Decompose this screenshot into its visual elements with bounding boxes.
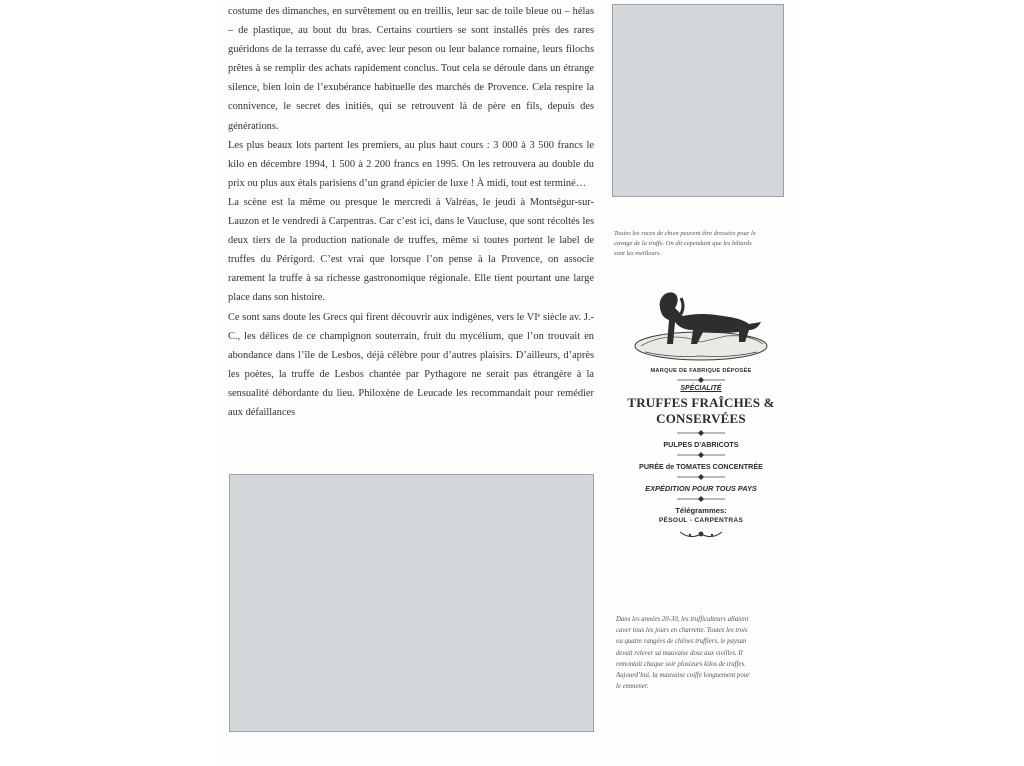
separator-icon [677,430,725,436]
trademark-text: MARQUE DE FABRIQUE DÉPOSÉE [650,368,752,374]
separator-icon [677,452,725,458]
photo-man-with-dog-on-rock [612,4,784,197]
photo-truffle-hunter-with-dogs [229,474,594,732]
paragraph: Ce sont sans doute les Grecs qui firent découvrir aux indigènes, vers le VIᵉ siècle av. J.-C., les délices de ce champignon souterrain, fruit du mycélium, que l’on trouvait en abondance dans l’île de Lesbos, déjà célèbre pour d’autres plaisirs. D’ailleurs, d’après les poètes, la truffe de Lesbos chantée par Pythagore ne serait pas étrangère à la sensualité débordante du lieu. Philoxène de Leucade les recommandait pour remédier aux défaillances [228,311,594,418]
caption-dogs: Toutes les races de chien peuvent être dressées pour le cavage de la truffe. On dit cependant que les bâtards sont les meilleurs. [614,230,756,257]
telegram-label: Télégrammes: [675,506,727,515]
vintage-truffle-label [612,272,790,540]
dog-engraving-icon [631,272,771,364]
ornament-icon [678,528,724,540]
article-body [228,2,594,422]
paragraph: La scène est la même ou presque le mercredi à Valréas, le jeudi à Montségur-sur-Lauzon et le vendredi à Carpentras. Car c’est ici, dans le Vaucluse, que sont récoltés les deux tiers de la production nationale de truffes, même si toutes portent le label de truffes du Périgord. C’est vrai que lorsque l’on pense à la Provence, on associe rarement la truffe à sa richesse gastronomique régionale. Elle tient pourtant une large place dans son histoire. [228,196,594,304]
label-title: TRUFFES FRAÎCHES & CONSERVÉES [627,395,775,426]
caption-truffle-farmers: Dans les années 20-30, les trufficulteurs allaient caver tous les jours en charrette. Toutes les trois ou quatre rangées de chênes truffiers, le paysan devait relever sa mauvaise dose aux vieilles. Il remontait chaque soir plusieurs kilos de truffes. Aujourd’hui, la mauvaise coiffe longuement pour le emmener. [616,616,750,691]
brand-text: SPÉCIALITÉ [680,385,722,392]
separator-icon [677,377,725,383]
label-line: EXPÉDITION POUR TOUS PAYS [645,484,757,493]
telegram-address: PÉSOUL - CARPENTRAS [658,517,744,524]
paragraph: Les plus beaux lots partent les premiers, au plus haut cours : 3 000 à 3 500 francs le kilo en décembre 1994, 1 500 à 2 200 francs en 1995. On les retrouvera au double du prix ou plus aux étals parisiens d’un grand épicier de luxe ! À midi, tout est terminé… [228,139,594,189]
label-line: PURÉE de TOMATES CONCENTRÉE [639,462,763,471]
separator-icon [677,496,725,502]
paragraph: costume des dimanches, en survêtement ou en treillis, leur sac de toile bleue ou – hélas – de plastique, au bout du bras. Certains courtiers se sont installés près des rares guéridons de la terrasse du café, avec leur peson ou leur balance romaine, leurs filochs prêtes à se remplir des achats rapidement conclus. Tout cela se déroule dans un étrange silence, bien loin de l’exubérance habituelle des marchés de Provence. Cela respire la connivence, le secret des initiés, qui se retrouvent là de père en fils, depuis des générations. [228,6,594,132]
label-line: PULPES D'ABRICOTS [663,440,739,449]
separator-icon [677,474,725,480]
